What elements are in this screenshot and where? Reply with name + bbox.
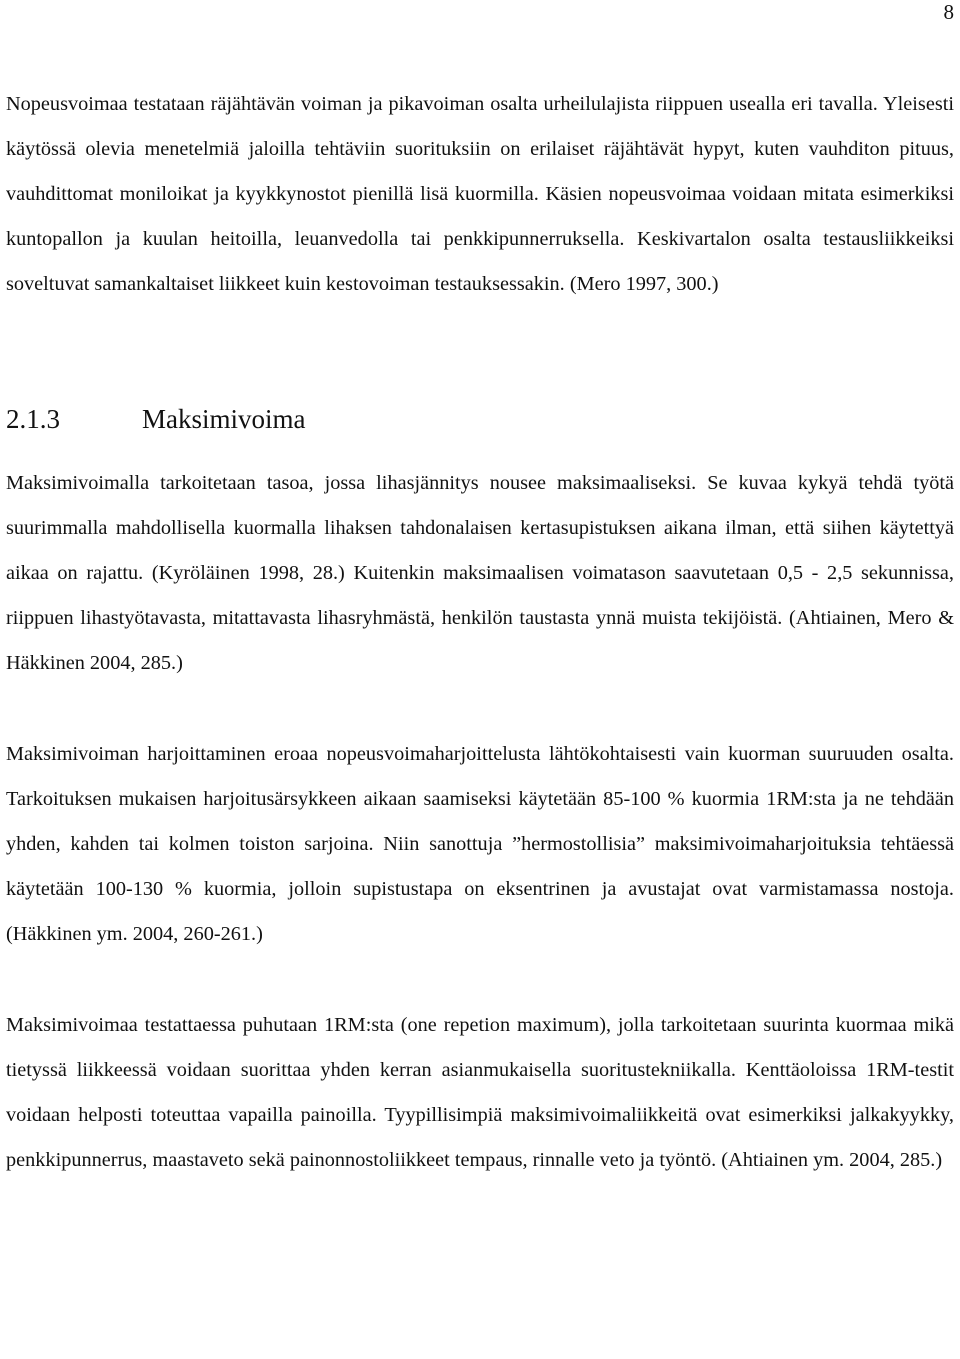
paragraph-speed-strength-testing: Nopeusvoimaa testataan räjähtävän voiman ja pikavoiman osalta urheilulajista riippuen usealla eri tavalla. Yleisesti käytössä olevia menetelmiä jaloilla tehtäviin suorituksiin on erilaiset räjähtävät hypyt, kuten vauhditon pituus, vauhdittomat moniloikat ja kyykkynostot pienillä lisä kuormilla. Käsien nopeusvoimaa voidaan mitata esimerkiksi kuntopallon ja kuulan heitoilla, leuanvedolla tai penkkipunnerruksella. Keskivartalon osalta testausliikkeiksi soveltuvat samankaltaiset liikkeet kuin kestovoiman testauksessakin. (Mero 1997, 300.) (6, 93, 954, 295)
section-title: Maksimivoima (142, 404, 306, 434)
spacer (6, 439, 954, 461)
document-body (6, 82, 954, 1183)
paragraph-max-strength-testing: Maksimivoimaa testattaessa puhutaan 1RM:sta (one repetion maximum), jolla tarkoitetaan suurinta kuormaa mikä tietyssä liikkeessä voidaan suorittaa yhden kerran asianmukaisella suoritustekniikalla. Kenttäoloissa 1RM-testit voidaan helposti toteuttaa vapailla painoilla. Tyypillisimpiä maksimivoimaliikkeitä ovat esimerkiksi jalkakyykky, penkkipunnerrus, maastaveto sekä painonnostoliikkeet tempaus, rinnalle veto ja työntö. (Ahtiainen ym. 2004, 285.) (6, 1014, 954, 1171)
spacer (6, 686, 954, 732)
paragraph-max-strength-definition: Maksimivoimalla tarkoitetaan tasoa, jossa lihasjännitys nousee maksimaaliseksi. Se kuvaa kykyä tehdä työtä suurimmalla mahdollisella kuormalla lihaksen tahdonalaisen kertasupistuksen aikana ilman, että siihen käytettyä aikaa on rajattu. (Kyröläinen 1998, 28.) Kuitenkin maksimaalisen voimatason saavutetaan 0,5 - 2,5 sekunnissa, riippuen lihastyötavasta, mitattavasta lihasryhmästä, henkilön taustasta ynnä muista tekijöistä. (Ahtiainen, Mero & Häkkinen 2004, 285.) (6, 472, 954, 674)
section-heading (6, 399, 954, 439)
page-number: 8 (943, 0, 954, 24)
spacer (6, 307, 954, 399)
spacer (6, 957, 954, 1003)
section-number: 2.1.3 (6, 404, 60, 434)
paragraph-max-strength-training: Maksimivoiman harjoittaminen eroaa nopeusvoimaharjoittelusta lähtökohtaisesti vain kuorman suuruuden osalta. Tarkoituksen mukaisen harjoitusärsykkeen aikaan saamiseksi käytetään 85-100 % kuormia 1RM:sta ja ne tehdään yhden, kahden tai kolmen toiston sarjoina. Niin sanottuja ”hermostollisia” maksimivoimaharjoituksia tehtäessä käytetään 100-130 % kuormia, jolloin supistustapa on eksentrinen ja avustajat ovat varmistamassa nostoja. (Häkkinen ym. 2004, 260-261.) (6, 743, 954, 945)
